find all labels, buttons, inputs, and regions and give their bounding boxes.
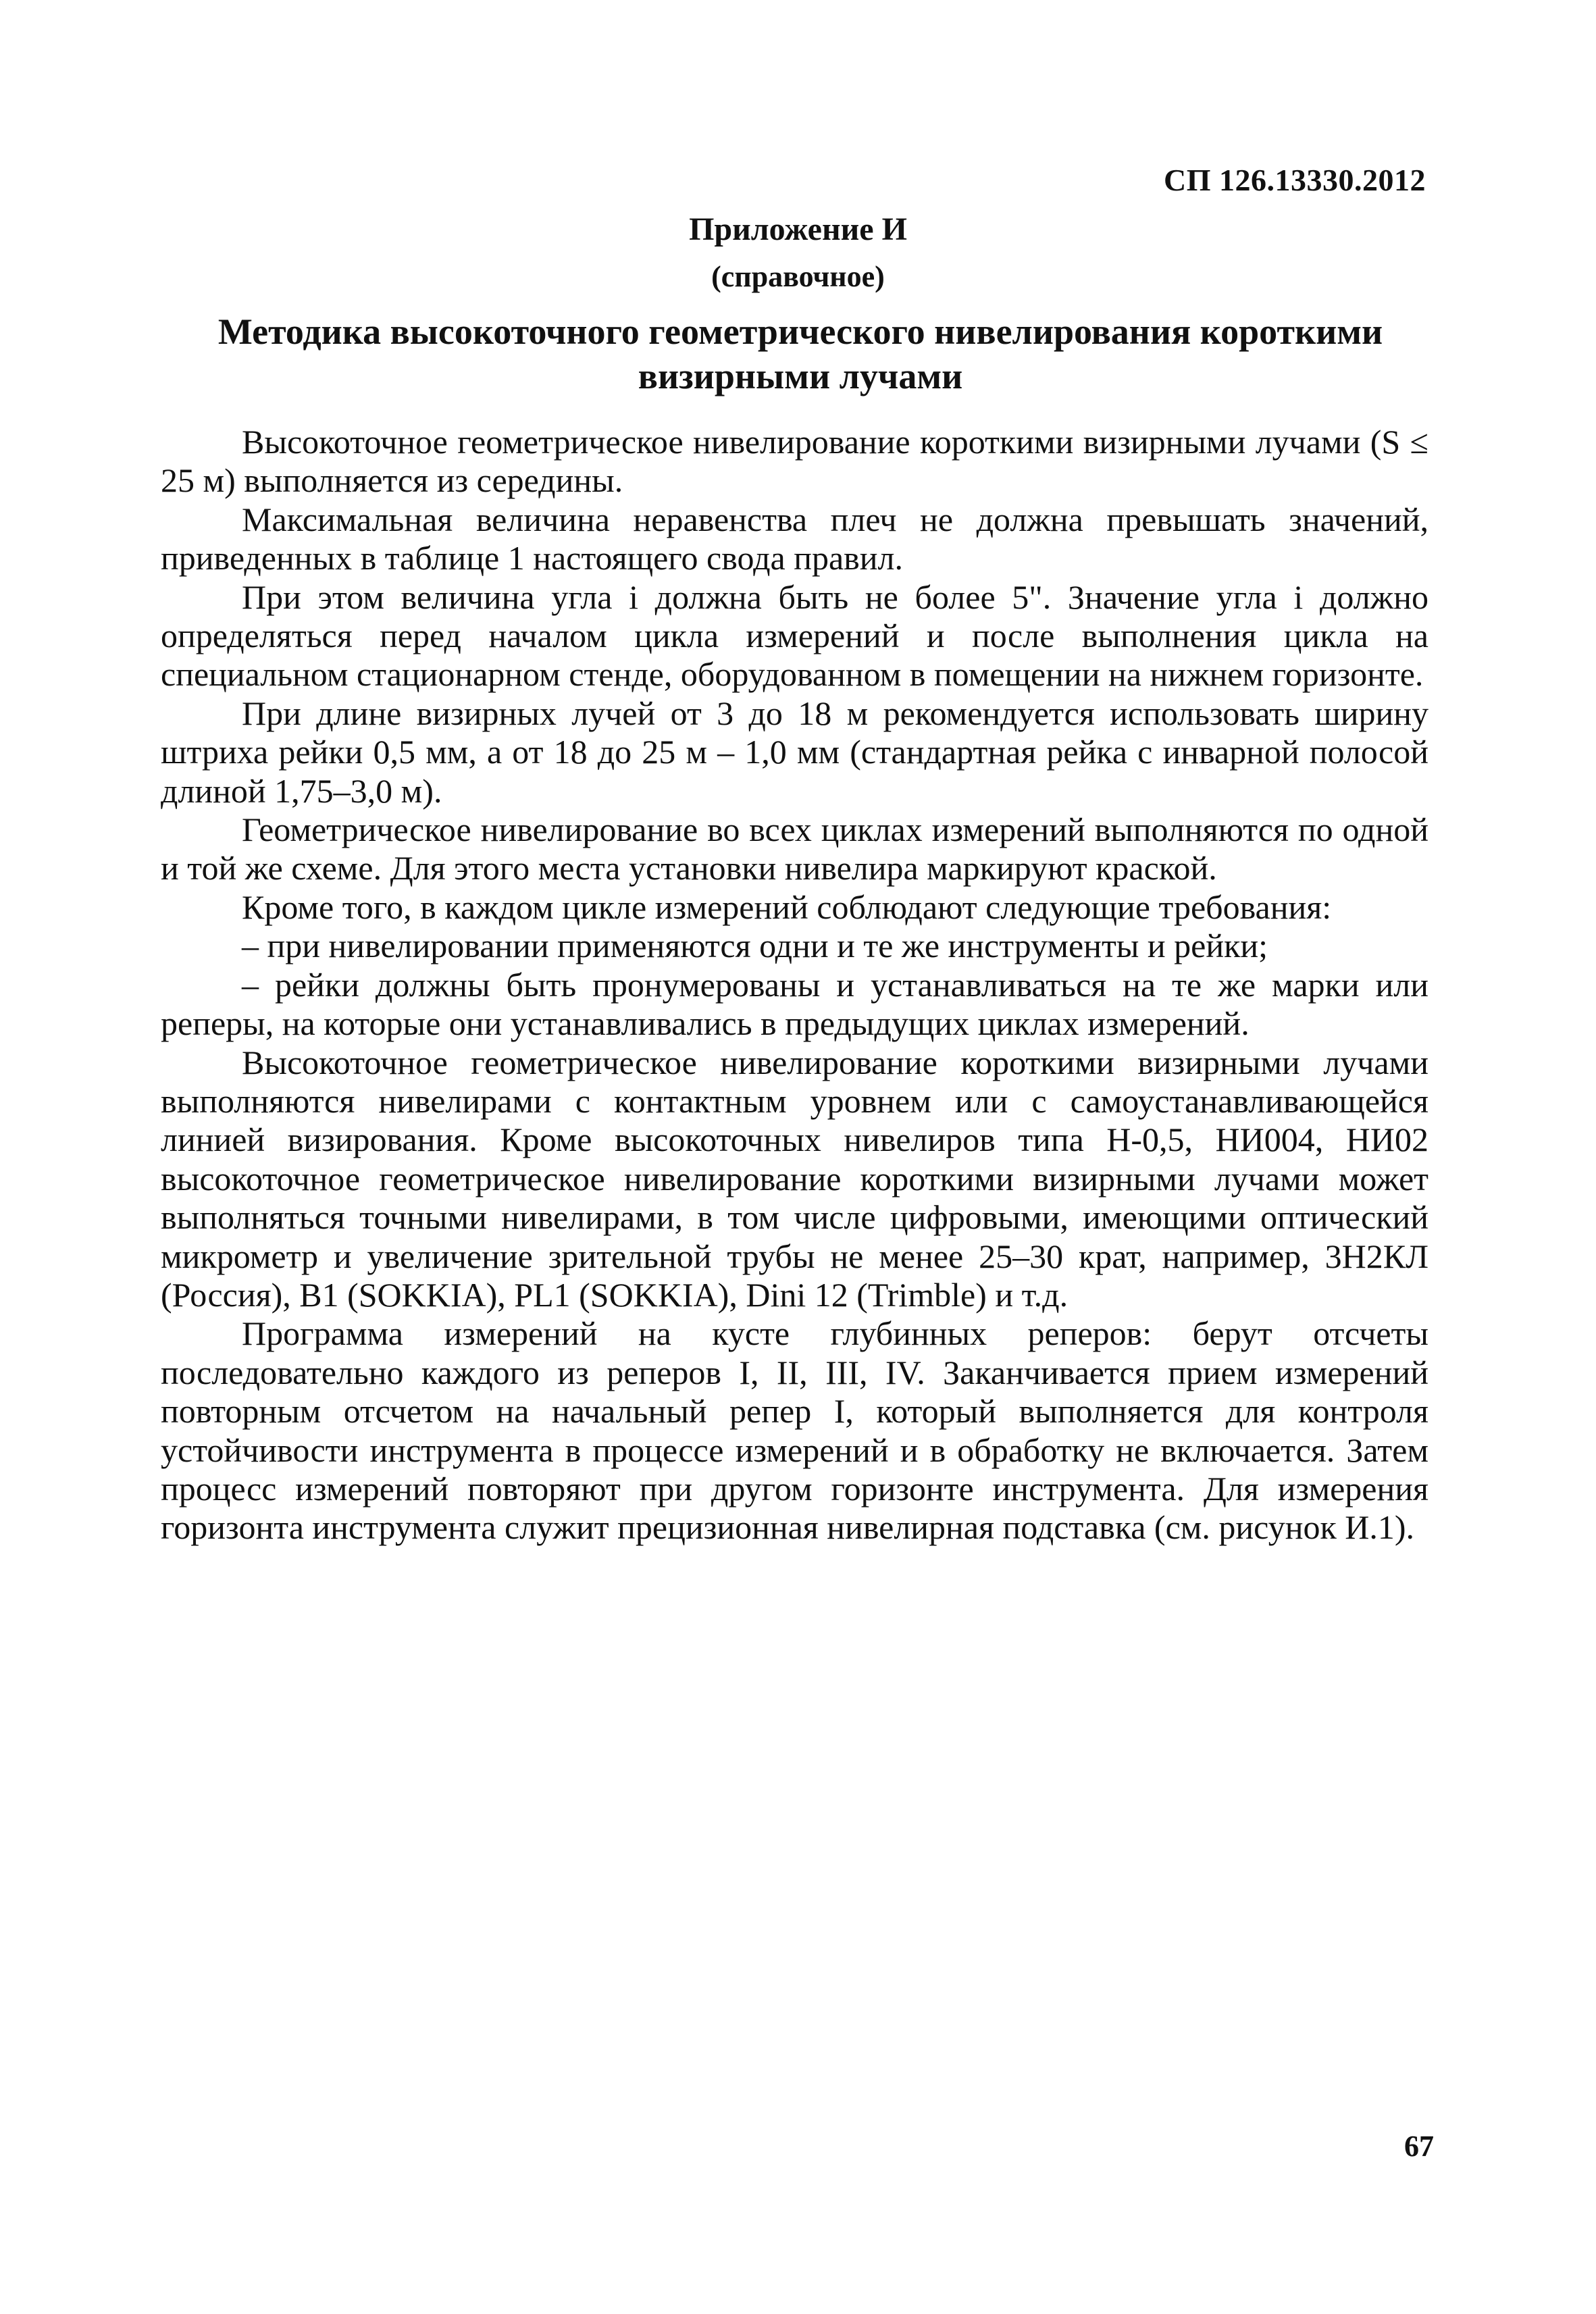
paragraph: При длине визирных лучей от 3 до 18 м рекомендуется использовать ширину штриха рейки 0,5 мм, а от 18 до 25 м – 1,0 мм (стандартная рейка с инварной полосой длиной 1,75–3,0 м). <box>161 694 1428 810</box>
paragraph: Программа измерений на кусте глубинных реперов: берут отсчеты последовательно каждого из реперов I, II, III, IV. Заканчивается прием измерений повторным отсчетом на начальный репер I, который выполняется для контроля устойчивости инструмента в процессе измерений и в обработку не включается. Затем процесс измерений повторяют при другом горизонте инструмента. Для измерения горизонта инструмента служит прецизионная нивелирная подставка (см. рисунок И.1). <box>161 1314 1428 1547</box>
document-code: СП 126.13330.2012 <box>1164 163 1426 197</box>
body-text <box>161 423 1428 1547</box>
paragraph: Геометрическое нивелирование во всех циклах измерений выполняются по одной и той же схеме. Для этого места установки нивелира маркируют краской. <box>161 811 1428 888</box>
paragraph: Высокоточное геометрическое нивелирование короткими визирными лучами выполняются нивелирами с контактным уровнем или с самоустанавливающейся линией визирования. Кроме высокоточных нивелиров типа Н-0,5, НИ004, НИ02 высокоточное геометрическое нивелирование короткими визирными лучами может выполняться точными нивелирами, в том числе цифровыми, имеющими оптический микрометр и увеличение зрительной трубы не менее 25–30 крат, например, 3Н2КЛ (Россия), В1 (SOKKIA), PL1 (SOKKIA), Dini 12 (Trimble) и т.д. <box>161 1043 1428 1314</box>
appendix-label: Приложение И <box>689 211 907 247</box>
appendix-title: Методика высокоточного геометрического нивелирования короткими визирными лучами <box>217 311 1383 396</box>
appendix-type: (справочное) <box>711 260 885 293</box>
paragraph: Кроме того, в каждом цикле измерений соблюдают следующие требования: <box>242 888 1332 926</box>
page-number: 67 <box>1404 2130 1434 2163</box>
list-item: – при нивелировании применяются одни и те же инструменты и рейки; <box>242 927 1268 965</box>
list-item: – рейки должны быть пронумерованы и устанавливаться на те же марки или реперы, на которые они устанавливались в предыдущих циклах измерений. <box>161 965 1428 1043</box>
paragraph: При этом величина угла i должна быть не более 5". Значение угла i должно определяться перед началом цикла измерений и после выполнения цикла на специальном стационарном стенде, оборудованном в помещении на нижнем горизонте. <box>161 577 1428 694</box>
paragraph: Высокоточное геометрическое нивелирование короткими визирными лучами (S ≤ 25 м) выполняется из середины. <box>161 423 1428 500</box>
paragraph: Максимальная величина неравенства плеч не должна превышать значений, приведенных в таблице 1 настоящего свода правил. <box>161 500 1428 577</box>
